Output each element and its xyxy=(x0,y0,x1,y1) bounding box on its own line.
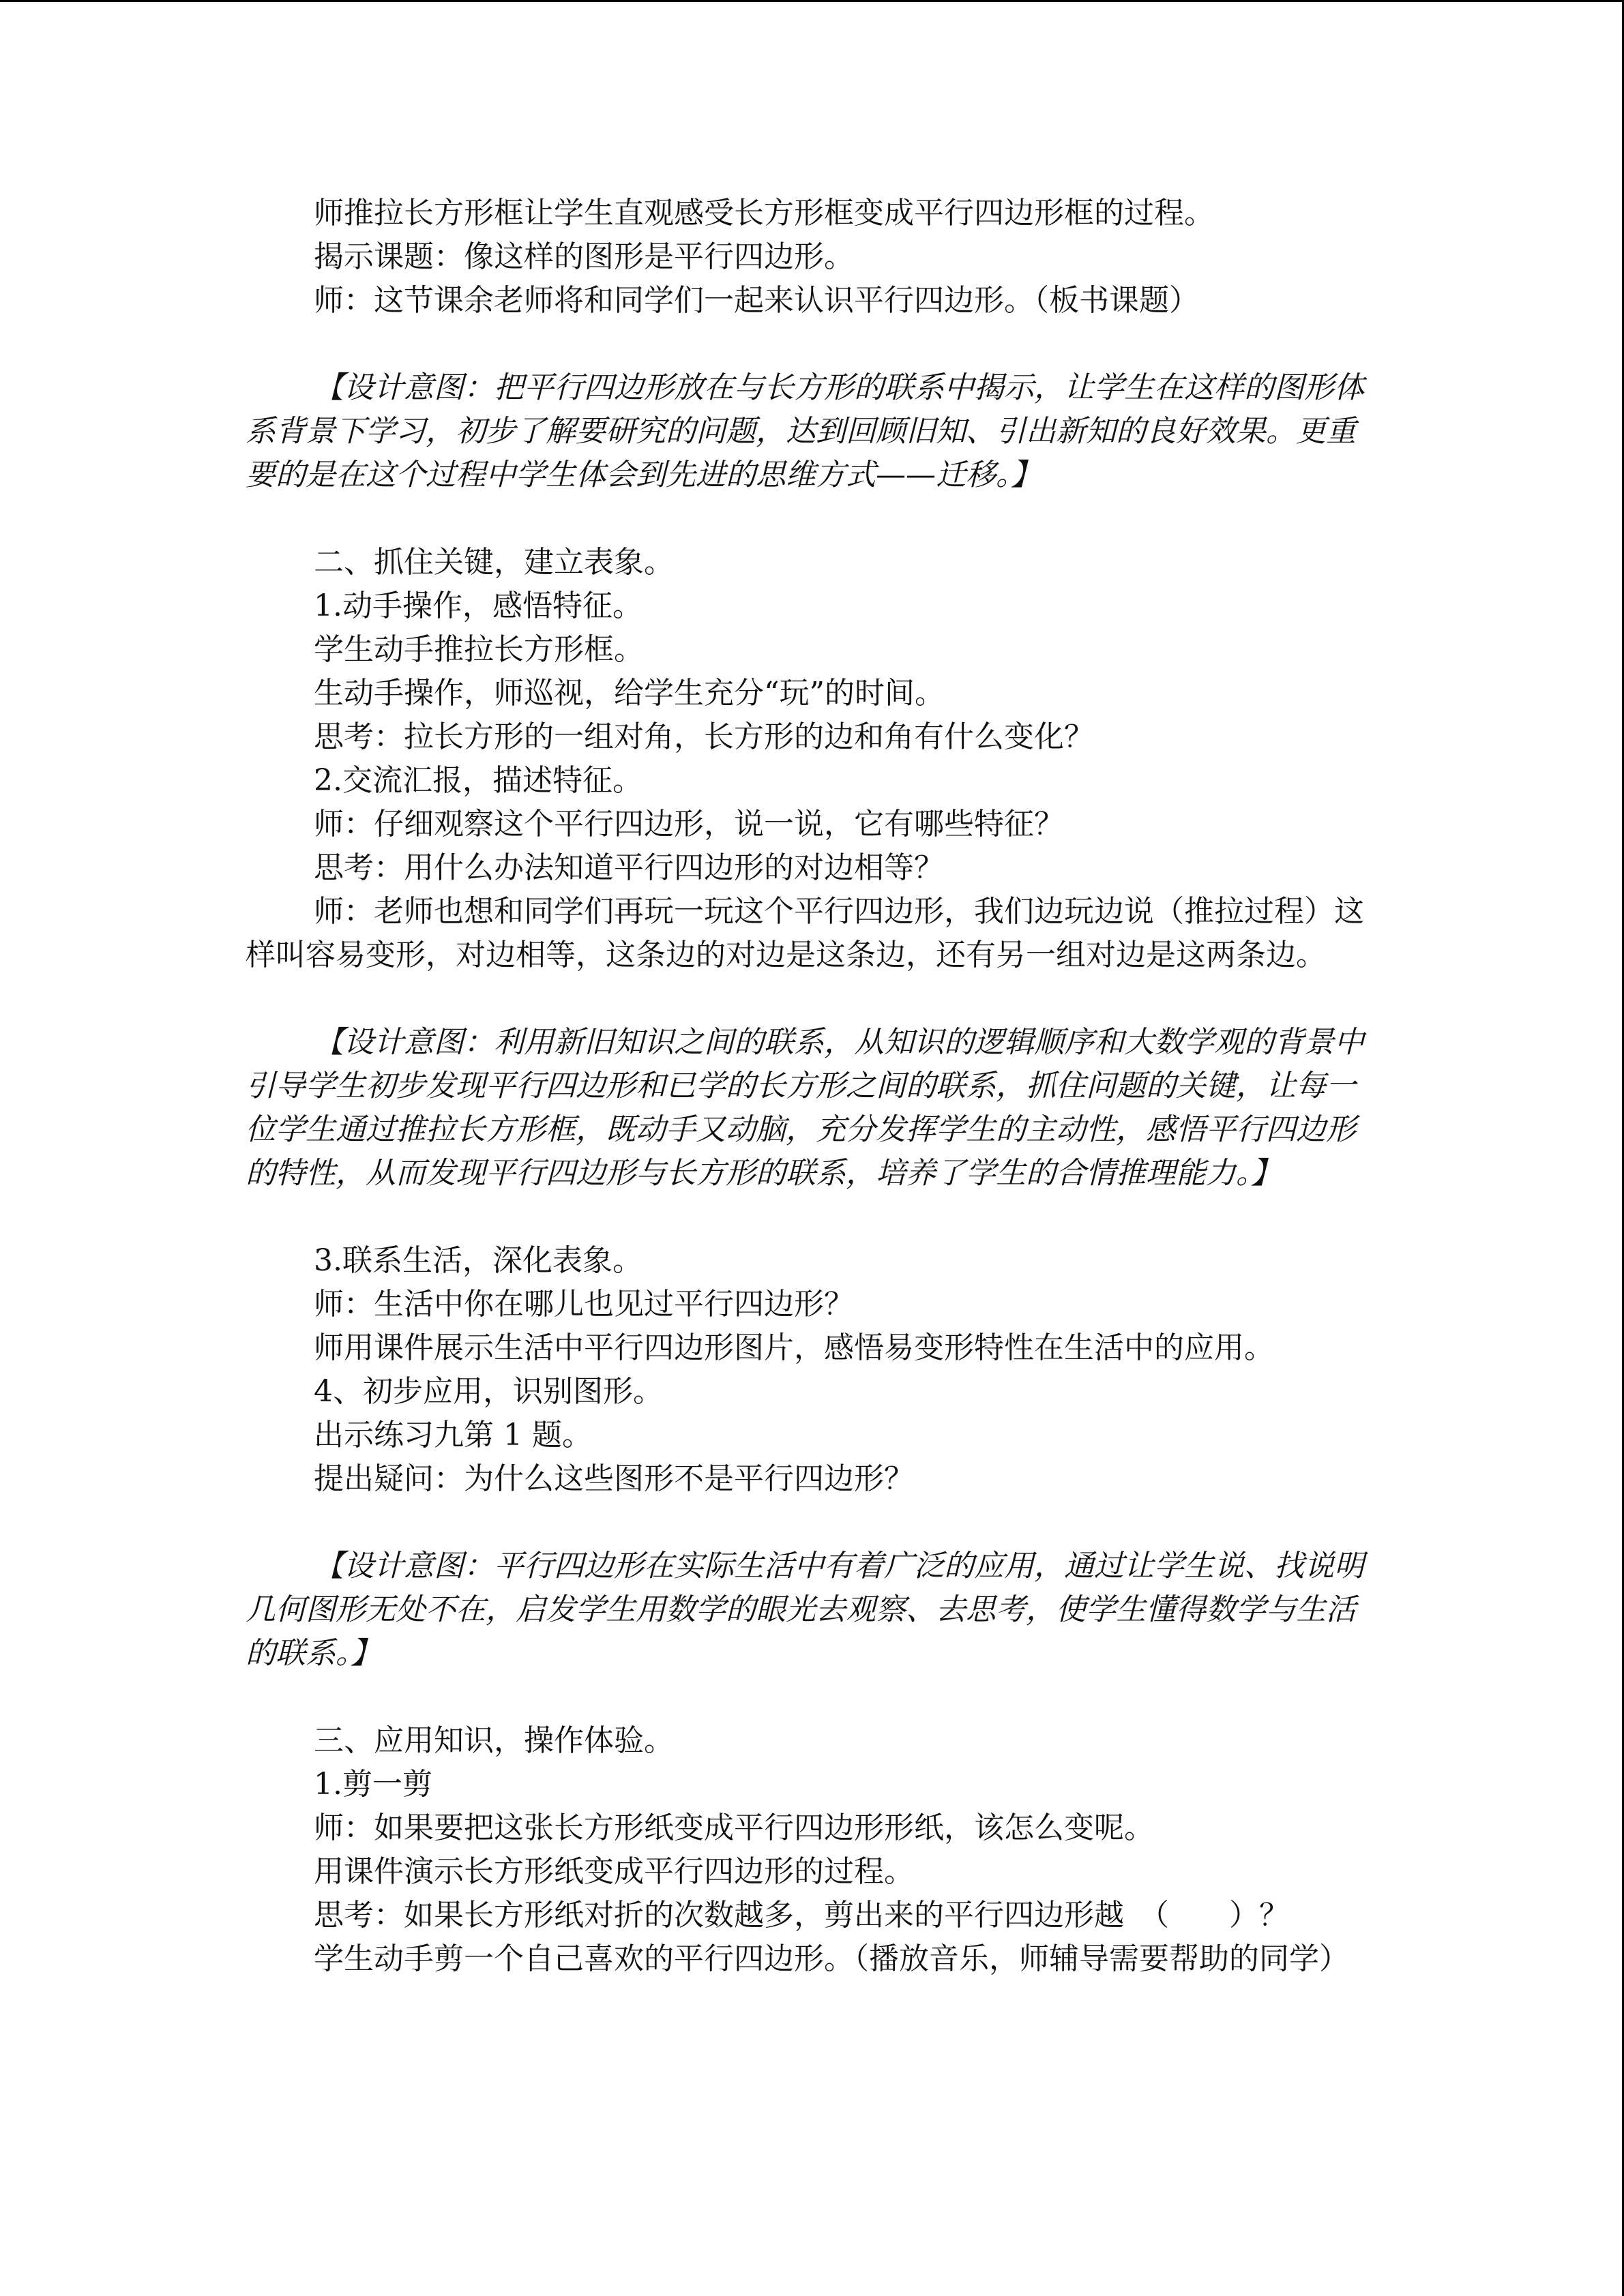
text-paragraph: 2.交流汇报，描述特征。 xyxy=(314,763,643,798)
text-paragraph: 二、抓住关键，建立表象。 xyxy=(314,545,674,580)
text-paragraph: 4、初步应用，识别图形。 xyxy=(314,1374,663,1409)
paragraph-gap xyxy=(246,1501,1364,1545)
text-paragraph: 学生动手推拉长方形框。 xyxy=(314,632,644,667)
paragraph-gap xyxy=(246,977,1364,1021)
document-body xyxy=(246,192,1364,1981)
text-paragraph: 出示练习九第 1 题。 xyxy=(314,1418,592,1452)
text-paragraph: 揭示课题：像这样的图形是平行四边形。 xyxy=(314,239,854,274)
text-paragraph: 师：老师也想和同学们再玩一玩这个平行四边形，我们边玩边说（推拉过程）这样叫容易变形，对边相等，这条边的对边是这条边，还有另一组对边是这两条边。 xyxy=(246,894,1364,972)
text-paragraph: 1.剪一剪 xyxy=(314,1767,432,1802)
paragraph-gap xyxy=(246,1675,1364,1719)
text-paragraph: 师：这节课余老师将和同学们一起来认识平行四边形。（板书课题） xyxy=(314,283,1199,318)
text-paragraph: 师推拉长方形框让学生直观感受长方形框变成平行四边形框的过程。 xyxy=(314,196,1214,230)
text-paragraph: 学生动手剪一个自己喜欢的平行四边形。（播放音乐，师辅导需要帮助的同学） xyxy=(314,1941,1349,1976)
paragraph-gap xyxy=(246,1195,1364,1239)
text-paragraph: 用课件演示长方形纸变成平行四边形的过程。 xyxy=(314,1854,914,1889)
text-paragraph: 生动手操作，师巡视，给学生充分“玩”的时间。 xyxy=(314,676,945,711)
text-paragraph: 思考：用什么办法知道平行四边形的对边相等？ xyxy=(314,850,944,885)
text-paragraph: 师：仔细观察这个平行四边形，说一说，它有哪些特征？ xyxy=(314,807,1064,841)
text-paragraph: 三、应用知识，操作体验。 xyxy=(314,1723,674,1758)
text-paragraph: 师：生活中你在哪儿也见过平行四边形？ xyxy=(314,1287,854,1322)
design-intent-note: 【设计意图：把平行四边形放在与长方形的联系中揭示，让学生在这样的图形体系背景下学习，初步了解要研究的问题，达到回顾旧知、引出新知的良好效果。更重要的是在这个过程中学生体会到先进的思维方式——迁移。】 xyxy=(246,370,1364,492)
text-paragraph: 1.动手操作，感悟特征。 xyxy=(314,588,643,623)
text-paragraph: 师用课件展示生活中平行四边形图片，感悟易变形特性在生活中的应用。 xyxy=(314,1330,1274,1365)
text-paragraph: 3.联系生活，深化表象。 xyxy=(314,1243,643,1278)
design-intent-note: 【设计意图：利用新旧知识之间的联系，从知识的逻辑顺序和大数学观的背景中引导学生初步发现平行四边形和已学的长方形之间的联系，抓住问题的关键，让每一位学生通过推拉长方形框，既动手又动脑，充分发挥学生的主动性，感悟平行四边形的特性，从而发现平行四边形与长方形的联系，培养了学生的合情推理能力。】 xyxy=(246,1025,1364,1191)
design-intent-note: 【设计意图：平行四边形在实际生活中有着广泛的应用，通过让学生说、找说明几何图形无处不在，启发学生用数学的眼光去观察、去思考，使学生懂得数学与生活的联系。】 xyxy=(246,1549,1364,1671)
text-paragraph: 提出疑问：为什么这些图形不是平行四边形？ xyxy=(314,1461,914,1496)
text-paragraph: 思考：拉长方形的一组对角，长方形的边和角有什么变化？ xyxy=(314,719,1094,754)
paragraph-gap xyxy=(246,497,1364,541)
paragraph-gap xyxy=(246,323,1364,366)
text-paragraph: 师：如果要把这张长方形纸变成平行四边形形纸，该怎么变呢。 xyxy=(314,1810,1154,1845)
text-paragraph: 思考：如果长方形纸对折的次数越多，剪出来的平行四边形越 （ ）？ xyxy=(314,1898,1289,1933)
